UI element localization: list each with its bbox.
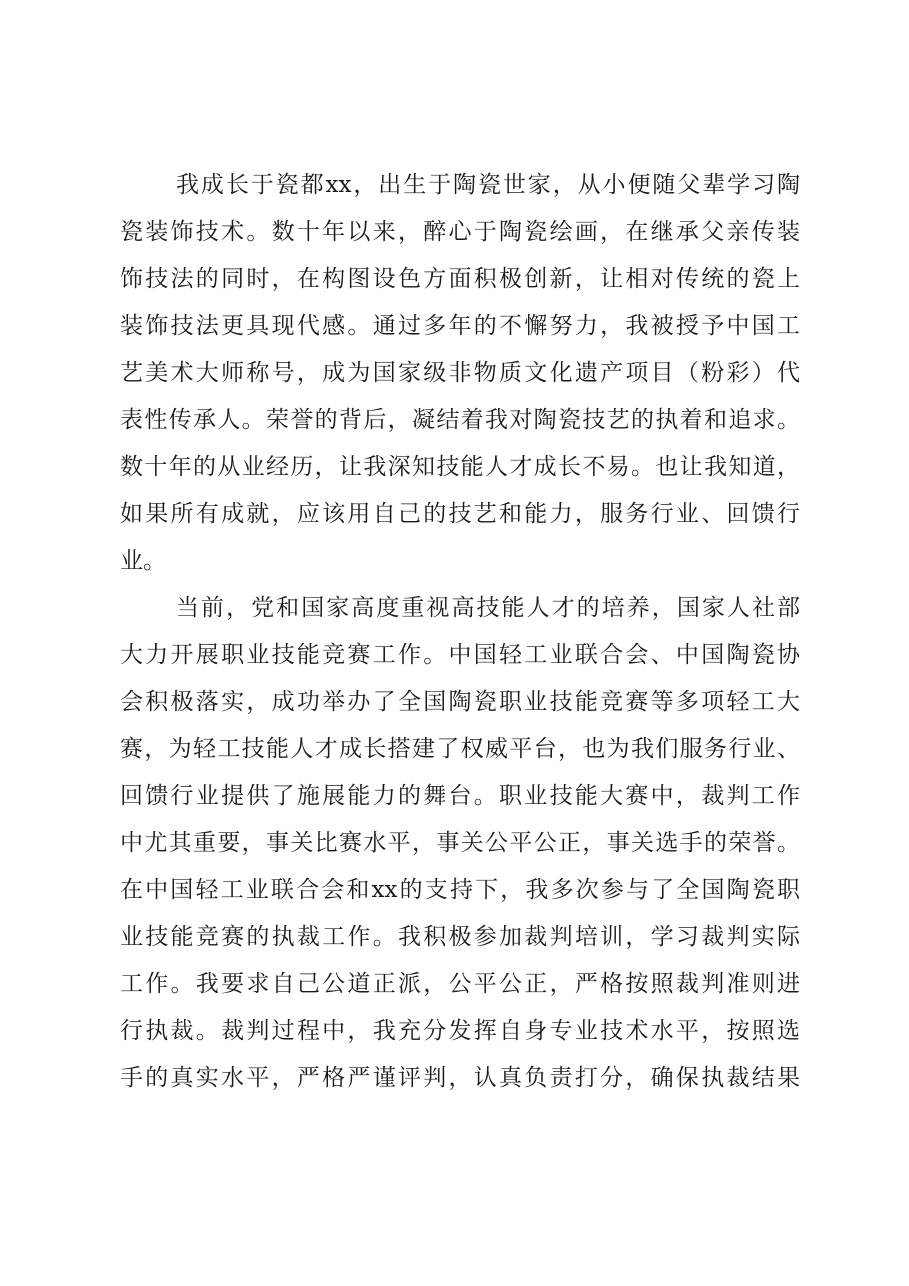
paragraph-line: 赛，为轻工技能人才成长搭建了权威平台，也为我们服务行业、: [120, 736, 800, 762]
paragraph-line: 工作。我要求自己公道正派，公平公正，严格按照裁判准则进: [120, 971, 800, 997]
document-body: [120, 162, 800, 1102]
paragraph-line: 如果所有成就，应该用自己的技艺和能力，服务行业、回馈行: [120, 501, 800, 527]
paragraph-line: 中尤其重要，事关比赛水平，事关公平公正，事关选手的荣誉。: [120, 830, 800, 856]
paragraph-line: 我成长于瓷都xx，出生于陶瓷世家，从小便随父辈学习陶: [176, 172, 800, 198]
paragraph-line: 在中国轻工业联合会和xx的支持下，我多次参与了全国陶瓷职: [120, 877, 800, 903]
paragraph-line: 瓷装饰技术。数十年以来，醉心于陶瓷绘画，在继承父亲传装: [120, 219, 800, 245]
paragraph-line: 业技能竞赛的执裁工作。我积极参加裁判培训，学习裁判实际: [120, 924, 800, 950]
paragraph-line: 饰技法的同时，在构图设色方面积极创新，让相对传统的瓷上: [120, 266, 800, 292]
paragraph-line: 当前，党和国家高度重视高技能人才的培养，国家人社部: [176, 595, 800, 621]
paragraph-line: 艺美术大师称号，成为国家级非物质文化遗产项目（粉彩）代: [120, 360, 800, 386]
paragraph-line: 数十年的从业经历，让我深知技能人才成长不易。也让我知道，: [120, 454, 800, 480]
paragraph-line: 回馈行业提供了施展能力的舞台。职业技能大赛中，裁判工作: [120, 783, 800, 809]
paragraph-line: 大力开展职业技能竞赛工作。中国轻工业联合会、中国陶瓷协: [120, 642, 800, 668]
paragraph-line: 手的真实水平，严格严谨评判，认真负责打分，确保执裁结果: [120, 1065, 800, 1091]
paragraph-line: 装饰技法更具现代感。通过多年的不懈努力，我被授予中国工: [120, 313, 800, 339]
paragraph-line: 会积极落实，成功举办了全国陶瓷职业技能竞赛等多项轻工大: [120, 689, 800, 715]
paragraph-1: [120, 162, 800, 585]
paragraph-line: 业。: [120, 548, 166, 574]
paragraph-line: 行执裁。裁判过程中，我充分发挥自身专业技术水平，按照选: [120, 1018, 800, 1044]
paragraph-2: [120, 585, 800, 1102]
paragraph-line: 表性传承人。荣誉的背后，凝结着我对陶瓷技艺的执着和追求。: [120, 407, 800, 433]
